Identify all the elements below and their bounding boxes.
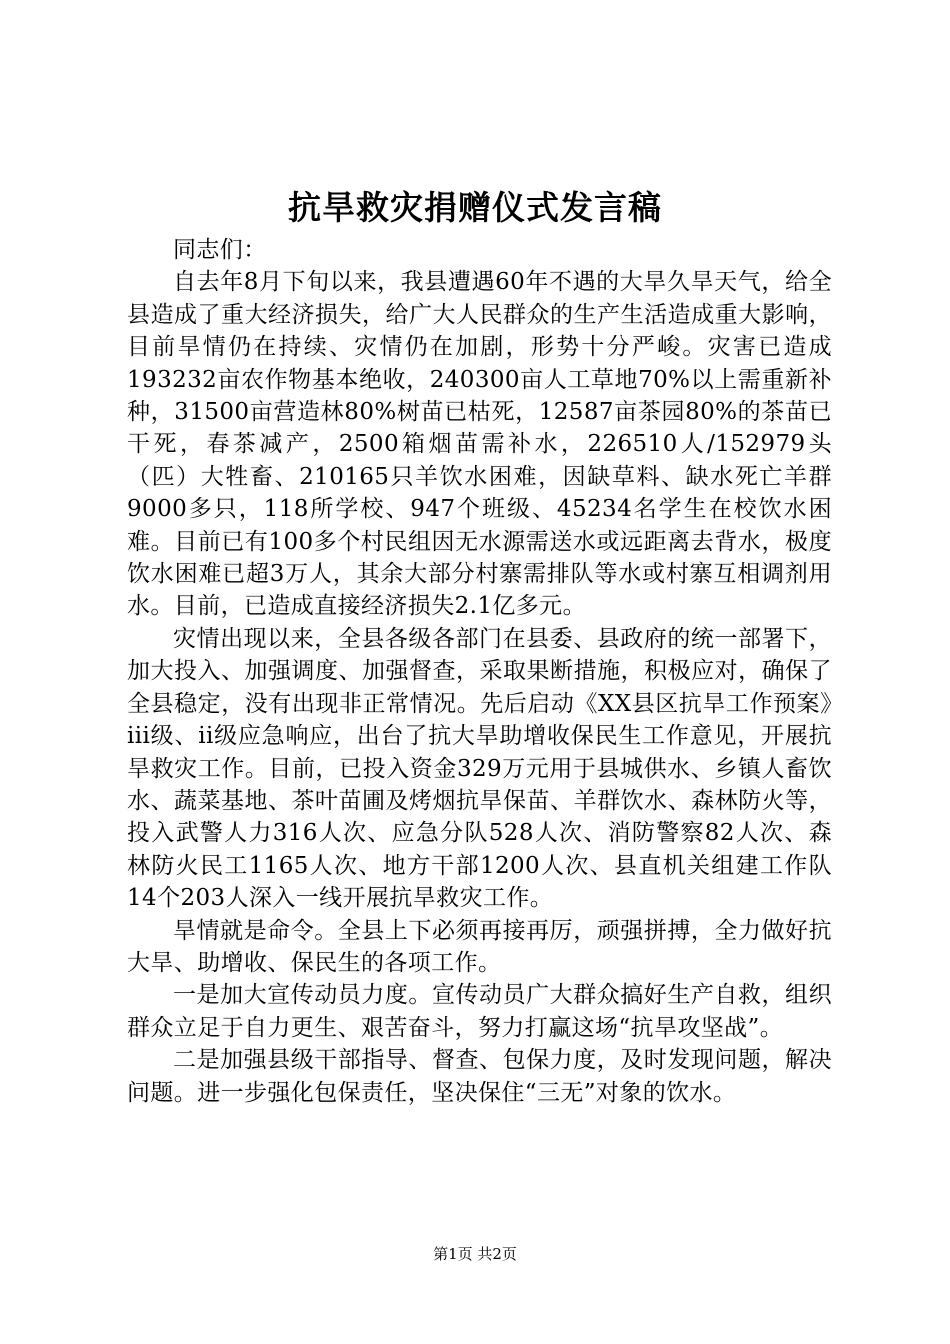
paragraph-disaster-situation: 自去年8月下旬以来，我县遭遇60年不遇的大旱久旱天气，给全县造成了重大经济损失，给广大人民群众的生产生活造成重大影响，目前旱情仍在持续、灾情仍在加剧，形势十分严峻。灾害已造成193232亩农作物基本绝收，240300亩人工草地70%以上需重新补种，31500亩营造林80%树苗已枯死，12587亩茶园80%的茶苗已干死，春茶减产，2500箱烟苗需补水，226510人/152979头（匹）大牲畜、210165只羊饮水困难，因缺草料、缺水死亡羊群9000多只，118所学校、947个班级、45234名学生在校饮水困难。目前已有100多个村民组因无水源需送水或远距离去背水，极度饮水困难已超3万人，其余大部分村寨需排队等水或村寨互相调剂用水。目前，已造成直接经济损失2.1亿多元。 xyxy=(127,269,832,620)
page-number-footer: 第1页 共2页 xyxy=(433,1245,517,1263)
salutation: 同志们： xyxy=(173,237,267,263)
paragraph-point-two: 二是加强县级干部指导、督查、包保力度，及时发现问题，解决问题。进一步强化包保责任，坚决保住“三无”对象的饮水。 xyxy=(127,1047,832,1106)
paragraph-call-to-action: 旱情就是命令。全县上下必须再接再厉，顽强拼搏，全力做好抗大旱、助增收、保民生的各项工作。 xyxy=(127,917,832,976)
paragraph-point-one: 一是加大宣传动员力度。宣传动员广大群众搞好生产自救，组织群众立足于自力更生、艰苦奋斗，努力打赢这场“抗旱攻坚战”。 xyxy=(127,982,832,1041)
paragraph-response-measures: 灾情出现以来，全县各级各部门在县委、县政府的统一部署下，加大投入、加强调度、加强督查，采取果断措施，积极应对，确保了全县稳定，没有出现非正常情况。先后启动《XX县区抗旱工作预案》iii级、ii级应急响应，出台了抗大旱助增收保民生工作意见，开展抗旱救灾工作。目前，已投入资金329万元用于县城供水、乡镇人畜饮水、蔬菜基地、茶叶苗圃及烤烟抗旱保苗、羊群饮水、森林防火等，投入武警人力316人次、应急分队528人次、消防警察82人次、森林防火民工1165人次、地方干部1200人次、县直机关组建工作队14个203人深入一线开展抗旱救灾工作。 xyxy=(127,625,832,912)
document-title: 抗旱救灾捐赠仪式发言稿 xyxy=(288,188,662,227)
document-body xyxy=(127,234,832,1109)
